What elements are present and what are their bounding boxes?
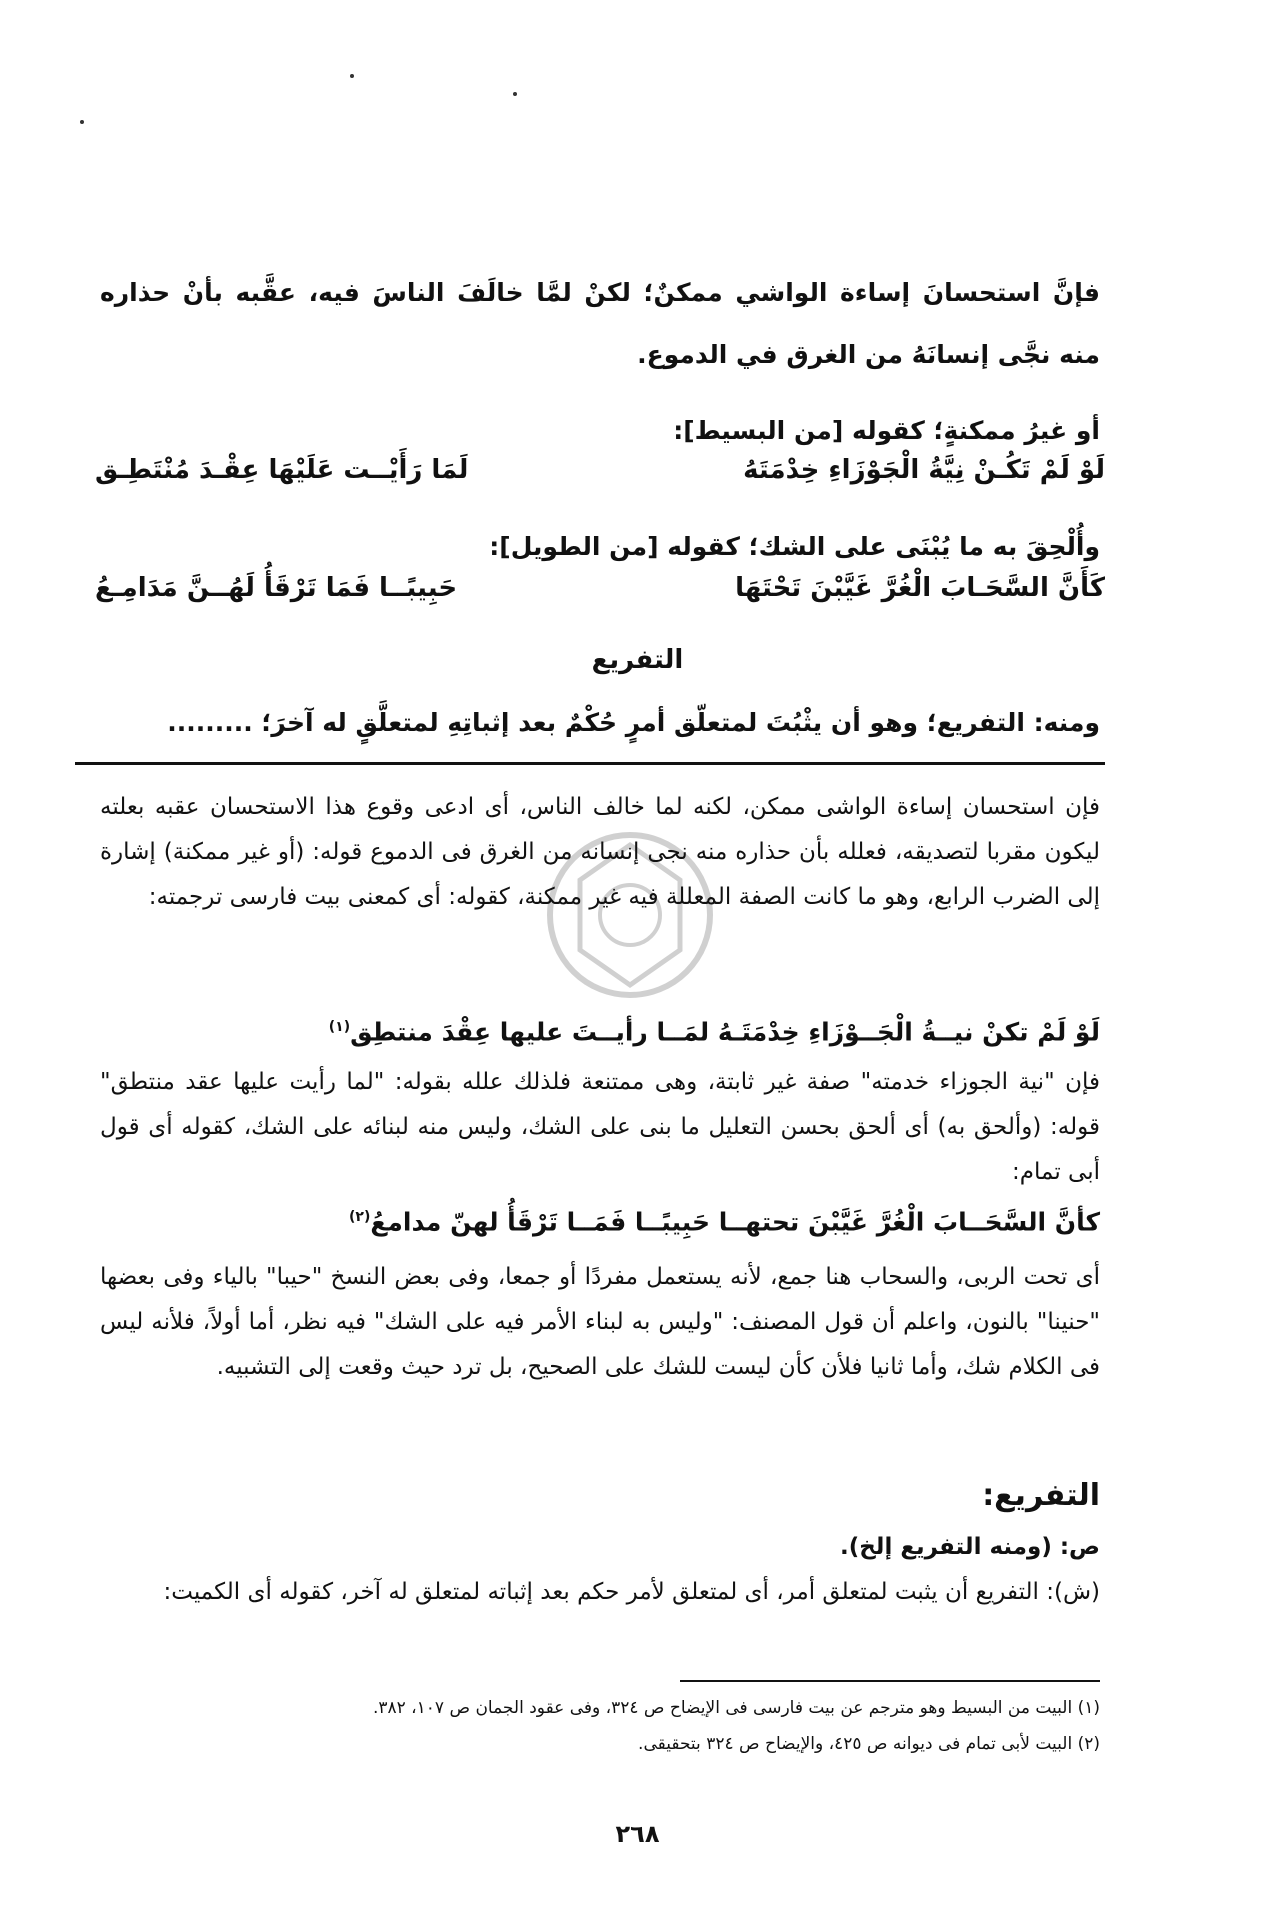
verse-hemistich-second: لَمَا رَأَيْــت عَلَيْهَا عِقْـدَ مُنْتَطِـق xyxy=(95,455,469,485)
footnote-marker-1: (١) xyxy=(328,1019,351,1035)
sharh-verse-2 xyxy=(100,1195,1100,1244)
page-number: ٢٦٨ xyxy=(615,1820,660,1848)
sharh-paragraph-5: (ش): التفريع أن يثبت لمتعلق أمر، أى لمتعلق لأمر حكم بعد إثباته لمتعلق له آخر، كقوله أى الكميت: xyxy=(163,1579,1100,1605)
scan-speck xyxy=(350,74,354,78)
footnote-2: (٢) البيت لأبى تمام فى ديوانه ص ٤٢٥، والإيضاح ص ٣٢٤ بتحقيقى. xyxy=(638,1734,1100,1754)
matn-paragraph-1: فإنَّ استحسانَ إساءة الواشي ممكنٌ؛ لكنْ لمَّا خالَفَ الناسَ فيه، عقَّبه بأنْ حذاره منه نجَّى إنسانَهُ من الغرق في الدموع. xyxy=(100,278,1100,369)
sharh-heading: التفريع: xyxy=(982,1478,1100,1513)
verse-hemistich-second: حَبِيبًــا فَمَا تَرْقَأُ لَهُــنَّ مَدَامِـعُ xyxy=(95,573,458,603)
section-title: التفريع xyxy=(591,645,684,675)
matn-paragraph-3: وأُلْحِقَ به ما يُبْنَى على الشك؛ كقوله [من الطويل]: xyxy=(489,532,1100,561)
sharh-paragraph-1: فإن استحسان إساءة الواشى ممكن، لكنه لما خالف الناس، أى ادعى وقوع هذا الاستحسان عقبه بعلته ليكون مقربا لتصديقه، فعلله بأن حذاره منه نجى إنسانه من الغرق فى الدموع قوله: (أو غير ممكنة) إشارة إلى الضرب الرابع، وهو ما كانت الصفة المعللة فيه غير ممكنة، كقوله: أى كمعنى بيت فارسى ترجمته: xyxy=(100,794,1100,910)
footnote-1: (١) البيت من البسيط وهو مترجم عن بيت فارسى فى الإيضاح ص ٣٢٤، وفى عقود الجمان ص ١٠٧، ٣٨٢. xyxy=(372,1698,1100,1718)
sharh-paragraph-2: فإن "نية الجوزاء خدمته" صفة غير ثابتة، وهى ممتنعة فلذلك علله بقوله: "لما رأيت عليها عقد منتطق" قوله: (وألحق به) أى ألحق بحسن التعليل ما بنى على الشك، وليس منه لبنائه على الشك، كقوله أى قول أبى تمام: xyxy=(100,1069,1100,1185)
matn-paragraph-2: أو غيرُ ممكنةٍ؛ كقوله [من البسيط]: xyxy=(673,416,1100,445)
matn-verse-1 xyxy=(95,455,1105,485)
matn-verse-2 xyxy=(95,573,1105,603)
verse-hemistich-first: لَوْ لَمْ تَكُـنْ نِيَّةُ الْجَوْزَاءِ خِدْمَتَهُ xyxy=(743,455,1105,485)
verse-text: كأنَّ السَّحَــابَ الْغُرَّ غَيَّبْنَ تحتهــا حَبِيبًــا فَمَــا تَرْقَأُ لهنّ مدامعُ xyxy=(370,1207,1100,1237)
verse-text: لَوْ لَمْ تكنْ نيــةُ الْجَــوْزَاءِ خِدْمَتَـهُ لمَــا رأيــتَ عليها عِقْدَ منتطِق xyxy=(350,1017,1100,1047)
sharh-paragraph-4: ص: (ومنه التفريع إلخ). xyxy=(839,1534,1100,1560)
verse-hemistich-first: كَأَنَّ السَّحَـابَ الْغُرَّ غَيَّبْنَ تَحْتَهَا xyxy=(735,573,1105,603)
sharh-verse-1 xyxy=(100,1005,1100,1054)
scan-speck xyxy=(80,120,84,124)
sharh-paragraph-3: أى تحت الربى، والسحاب هنا جمع، لأنه يستعمل مفردًا أو جمعا، وفى بعض النسخ "حيبا" بالياء وفى بعضها "حنينا" بالنون، واعلم أن قول المصنف: "وليس به لبناء الأمر فيه على الشك" فيه نظر، أما أولاً، فلأنه ليس فى الكلام شك، وأما ثانيا فلأن كأن ليست للشك على الصحيح، بل ترد حيث وقعت إلى التشبيه. xyxy=(100,1264,1100,1380)
matn-sharh-divider xyxy=(75,762,1105,765)
footnote-divider xyxy=(680,1680,1100,1682)
matn-paragraph-4: ومنه: التفريع؛ وهو أن يثْبُتَ لمتعلّق أمرٍ حُكْمٌ بعد إثباتِهِ لمتعلَّقٍ له آخرَ؛ ......... xyxy=(167,708,1100,737)
footnote-marker-2: (٢) xyxy=(348,1209,371,1225)
scan-speck xyxy=(513,92,517,96)
